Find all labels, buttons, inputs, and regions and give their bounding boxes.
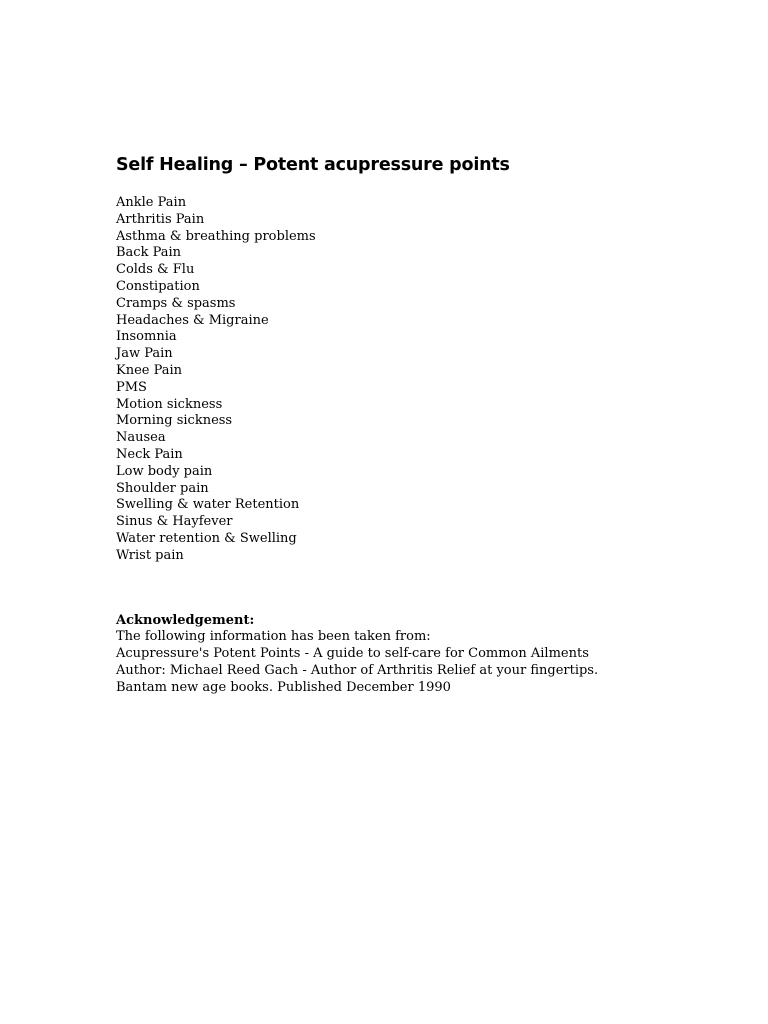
ailment-item: Insomnia: [116, 329, 177, 345]
ailment-item: Colds & Flu: [116, 262, 195, 278]
ailment-item: Sinus & Hayfever: [116, 514, 233, 530]
acknowledgement-author: Author: Michael Reed Gach - Author of Arthritis Relief at your fingertips.: [116, 662, 599, 678]
ailment-item: Back Pain: [116, 245, 182, 261]
ailment-item: Nausea: [116, 430, 166, 446]
document-title: Self Healing – Potent acupressure points: [116, 155, 510, 175]
ailment-item: Shoulder pain: [116, 480, 209, 496]
ailment-item: Headaches & Migraine: [116, 312, 269, 328]
ailment-item: Swelling & water Retention: [116, 497, 300, 513]
ailment-item: Water retention & Swelling: [116, 530, 297, 546]
ailment-item: Neck Pain: [116, 446, 183, 462]
ailment-item: Arthritis Pain: [116, 211, 205, 227]
ailment-item: Constipation: [116, 278, 200, 294]
ailment-item: Ankle Pain: [116, 195, 187, 210]
acknowledgement-heading: Acknowledgement:: [116, 612, 255, 628]
ailment-item: Wrist pain: [116, 547, 184, 563]
ailment-item: Jaw Pain: [116, 346, 173, 362]
acknowledgement-source-intro: The following information has been taken from:: [116, 629, 431, 645]
acknowledgement-book-title: Acupressure's Potent Points - A guide to self-care for Common Ailments: [116, 646, 589, 662]
ailment-item: PMS: [116, 379, 147, 395]
ailment-item: Knee Pain: [116, 362, 183, 378]
ailment-item: Asthma & breathing problems: [116, 228, 316, 244]
ailment-item: Morning sickness: [116, 413, 233, 429]
acknowledgement-publisher: Bantam new age books. Published December 1990: [116, 679, 451, 695]
ailment-item: Motion sickness: [116, 396, 223, 412]
ailment-list: [116, 195, 736, 565]
acknowledgement-section: [116, 613, 736, 697]
ailment-item: Low body pain: [116, 463, 213, 479]
ailment-item: Cramps & spasms: [116, 295, 236, 311]
document-content: [116, 152, 736, 697]
